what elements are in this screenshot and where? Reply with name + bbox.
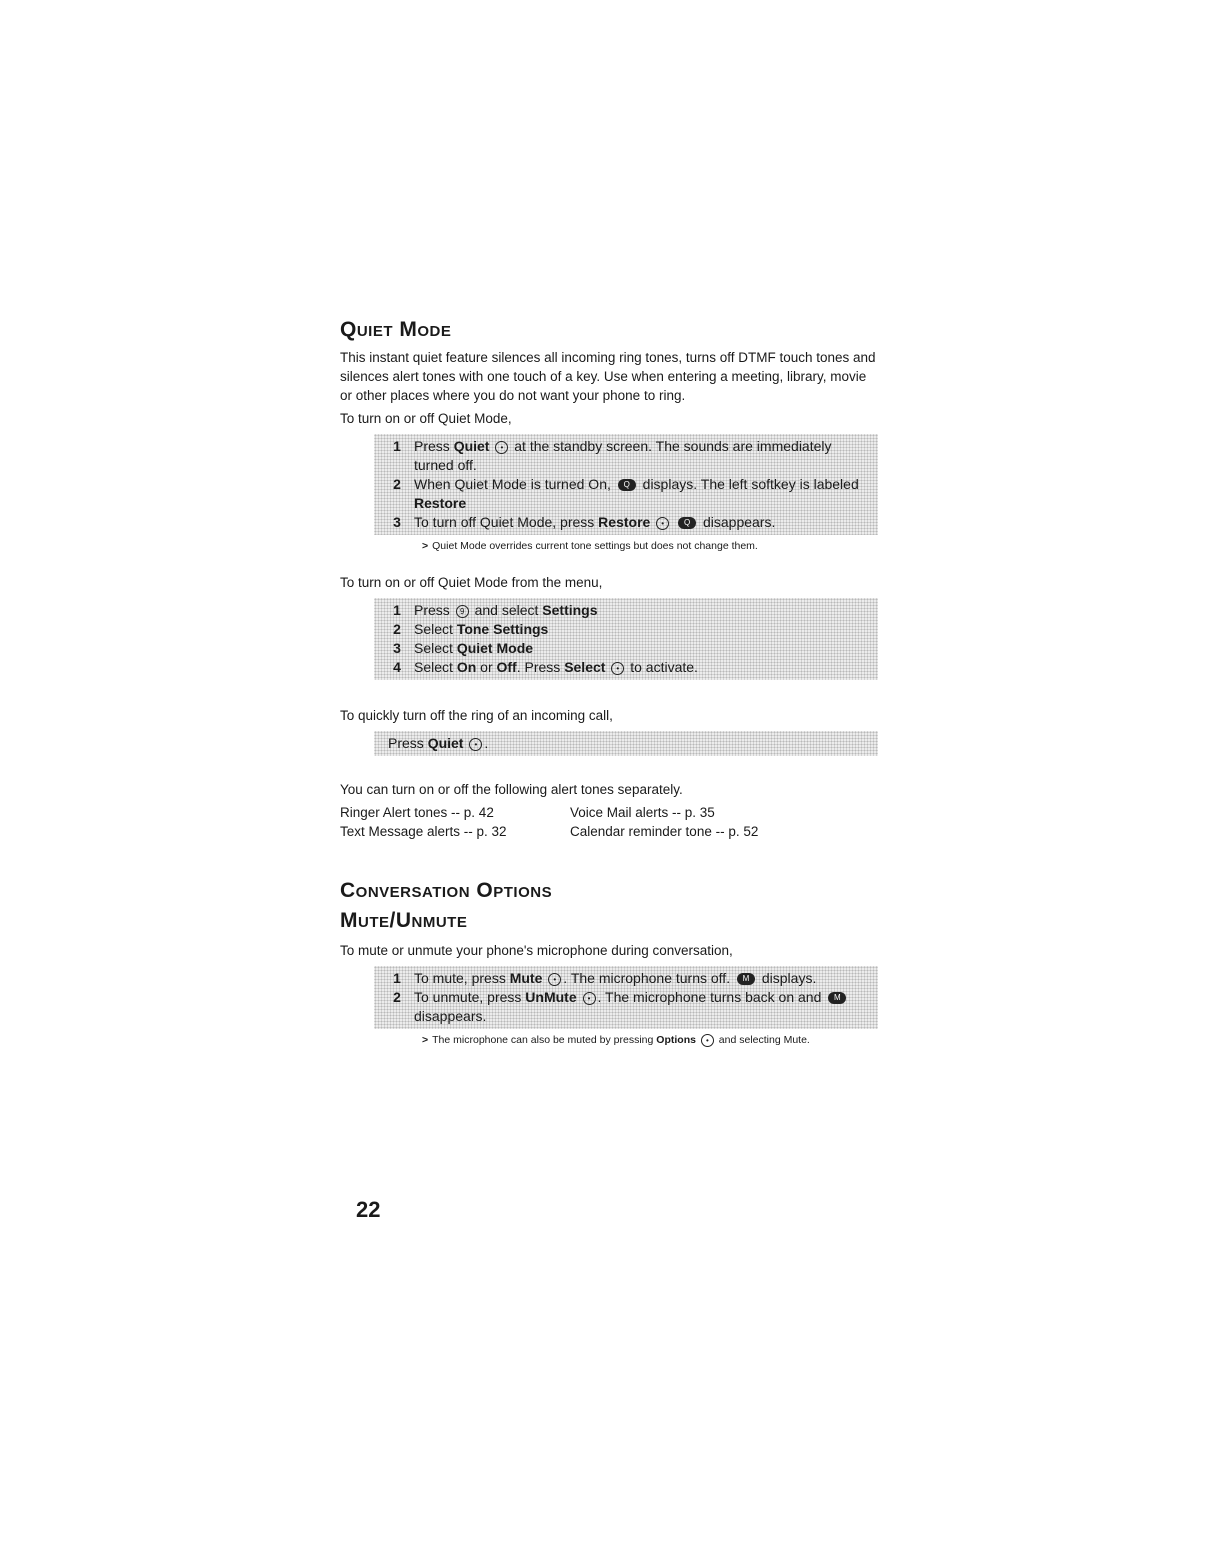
softkey-icon: •: [656, 517, 669, 530]
step-row: 4 Select On or Off. Press Select • to activate.: [393, 659, 698, 675]
softkey-icon: •: [469, 738, 482, 751]
quiet-mode-icon: Q: [618, 479, 636, 491]
list-item: Calendar reminder tone -- p. 52: [570, 824, 759, 839]
step-row: 1 Press 9 and select Settings: [393, 602, 598, 618]
lead-quick-off: To quickly turn off the ring of an incoming call,: [340, 708, 613, 723]
manual-page: [338, 318, 878, 1047]
softkey-icon: •: [495, 441, 508, 454]
page-number: 22: [356, 1197, 381, 1222]
steps-mute: [374, 966, 878, 1029]
note-microphone: > The microphone can also be muted by pressing Options • and selecting Mute.: [422, 1034, 810, 1046]
lead-mute: To mute or unmute your phone's microphone during conversation,: [340, 943, 733, 958]
step-row: 1 To mute, press Mute • . The microphone turns off. M displays.: [393, 970, 817, 986]
steps-quiet-mode: [374, 434, 878, 535]
lead-turn-on-off: To turn on or off Quiet Mode,: [340, 411, 512, 426]
lead-alerts: You can turn on or off the following alert tones separately.: [340, 782, 683, 797]
steps-menu: [374, 598, 878, 680]
softkey-icon: •: [583, 992, 596, 1005]
step-row: 2 When Quiet Mode is turned On, Q displays. The left softkey is labeled Restore: [393, 476, 859, 511]
alert-tones-list: [340, 803, 878, 841]
menu-key-icon: 9: [456, 605, 469, 618]
step-row: 3 Select Quiet Mode: [393, 640, 534, 656]
softkey-icon: •: [701, 1034, 714, 1047]
mute-icon: M: [737, 973, 755, 985]
step-row: 3 To turn off Quiet Mode, press Restore • Q disappears.: [393, 514, 776, 530]
lead-menu: To turn on or off Quiet Mode from the menu,: [340, 575, 603, 590]
quick-off-box: Press Quiet • .: [374, 731, 878, 756]
step-row: 2 Select Tone Settings: [393, 621, 549, 637]
mute-icon: M: [828, 992, 846, 1004]
quiet-mode-heading: Quiet Mode: [340, 318, 452, 341]
mute-heading: Mute/Unmute: [340, 909, 468, 932]
quiet-mode-intro: This instant quiet feature silences all incoming ring tones, turns off DTMF touch tones and silences alert tones with one touch of a key. Use when entering a meeting, library, movie or other places where you do not want your phone to ring.: [340, 350, 876, 403]
list-item: Voice Mail alerts -- p. 35: [570, 805, 715, 820]
quiet-mode-icon: Q: [678, 517, 696, 529]
softkey-icon: •: [548, 973, 561, 986]
list-item: Ringer Alert tones -- p. 42: [340, 805, 494, 820]
list-item: Text Message alerts -- p. 32: [340, 824, 507, 839]
softkey-icon: •: [611, 662, 624, 675]
step-row: 2 To unmute, press UnMute • . The microphone turns back on and M disappears.: [380, 988, 872, 1026]
step-row: 1 Press Quiet • at the standby screen. The sounds are immediately turned off.: [393, 438, 832, 473]
conversation-heading: Conversation Options: [340, 879, 553, 902]
note-quiet-overrides: > Quiet Mode overrides current tone settings but does not change them.: [422, 540, 758, 552]
